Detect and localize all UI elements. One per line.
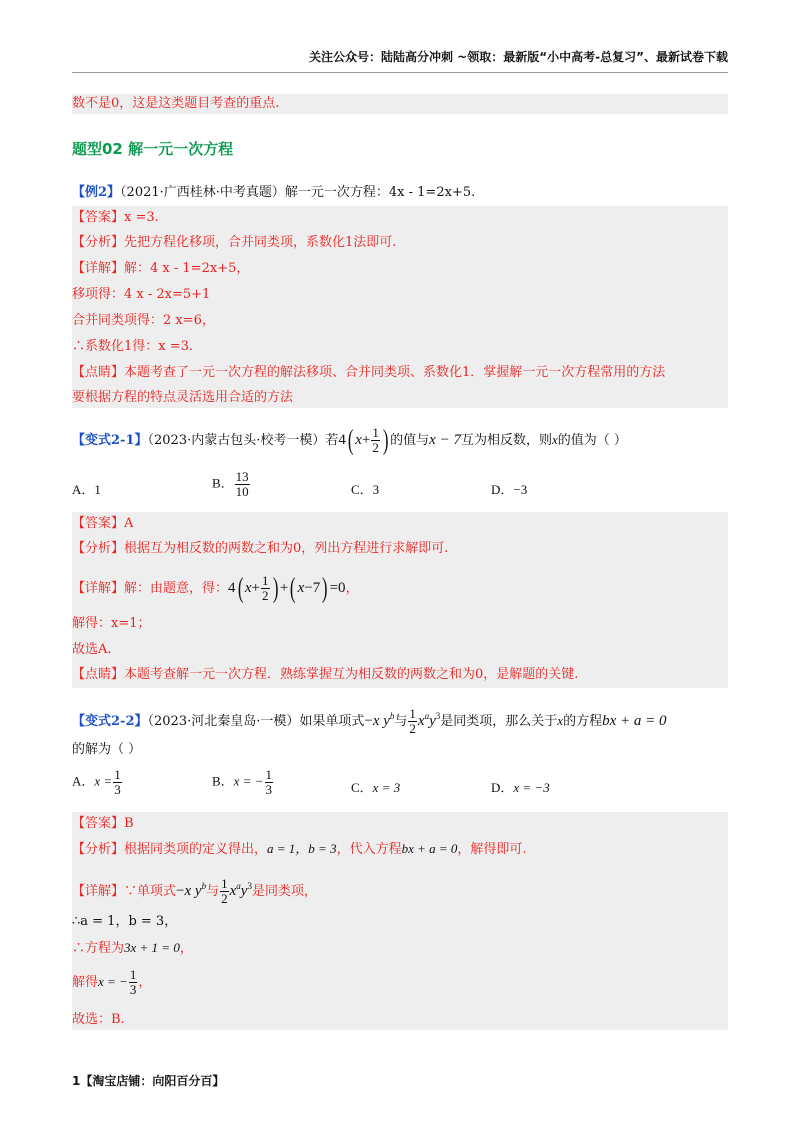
variation21-solve: 解得：x=1； [72,616,151,631]
example2-detail-1: 【详解】解：4 x - 1=2x+5， [72,261,250,276]
example2-source: （2021·广西桂林·中考真题）解一元一次方程：4x - 1=2x+5. [120,185,476,200]
variation21-option-b: B． $\frac{13}{10}$ [212,469,249,499]
example2-comment-1: 【点睛】本题考查了一元一次方程的解法移项、合并同类项、系数化1．掌握解一元一次方程常用的方法 [72,365,666,380]
variation22-d4: 解得x = − $\frac{1}{3}$ ， [72,967,152,997]
top-note: 数不是0，这是这类题目考查的重点. [72,96,280,111]
header-rule [72,72,728,73]
example2-detail-4: ∴系数化1得：x =3. [72,339,194,354]
variation22-d2: ∴a = 1，b = 3， [72,914,178,929]
variation22-d3: ∴方程为3x + 1 = 0， [72,940,193,956]
variation21-option-c: C．3 [351,482,380,497]
variation22-question-line2: 的解为（ ） [72,742,142,757]
variation21-comment: 【点睛】本题考查解一元一次方程．熟练掌握互为相反数的两数之和为0，是解题的关键. [72,667,579,682]
page-header: 关注公众号：陆陆高分冲刺 ~领取：最新版“小中高考-总复习”、最新试卷下载 [309,50,728,64]
variation21-answer: 【答案】A [72,516,134,531]
variation22-answer: 【答案】B [72,816,134,831]
example2-tag: 【例2】 [72,185,121,200]
variation21-question: 【变式2-1】（2023·内蒙古包头·校考一模）若4( x+ $\frac{1}{2}$ ) 的值与x − 7互为相反数，则x的值为（ ） [72,424,627,456]
example2-detail-3: 合并同类项得：2 x=6， [72,313,215,328]
section-title: 题型02 解一元一次方程 [72,140,234,158]
variation22-question: 【变式2-2】（2023·河北秦皇岛·一模）如果单项式−x $y^b$与 $\frac{1}{2}$ $x^ay^3$是同类项，那么关于x的方程bx + a = 0 [72,706,667,737]
variation21-option-a: A．1 [72,482,101,497]
variation22-choose: 故选：B. [72,1012,125,1027]
example2-analysis: 【分析】先把方程化移项，合并同类项，系数化1法即可. [72,235,397,250]
example2-question [72,183,475,203]
variation21-detail: 【详解】解：由题意，得：4( x+ $\frac{1}{2}$ ) +( x−7) =0， [72,572,359,604]
page-footer: 1【淘宝店铺：向阳百分百】 [72,1074,225,1088]
example2-answer: 【答案】x =3. [72,210,159,225]
variation21-option-d: D．−3 [491,482,528,497]
example2-comment-2: 要根据方程的特点灵活选用合适的方法 [72,390,294,405]
variation22-option-a: A．x = $\frac{1}{3}$ [72,767,121,797]
variation22-detail: 【详解】∵单项式−x $y^b$与 $\frac{1}{2}$ $x^ay^3$是同类项， [72,876,317,907]
variation22-option-b: B．x = − $\frac{1}{3}$ [212,767,272,797]
variation21-choose: 故选A. [72,642,112,657]
variation22-option-c: C．x = 3 [351,780,401,795]
variation22-analysis: 【分析】根据同类项的定义得出，a = 1，b = 3，代入方程bx + a = 0，解得即可. [72,841,527,857]
example2-detail-2: 移项得：4 x - 2x=5+1 [72,287,211,302]
variation21-analysis: 【分析】根据互为相反数的两数之和为0，列出方程进行求解即可. [72,541,449,556]
variation22-option-d: D．x = −3 [491,780,550,795]
